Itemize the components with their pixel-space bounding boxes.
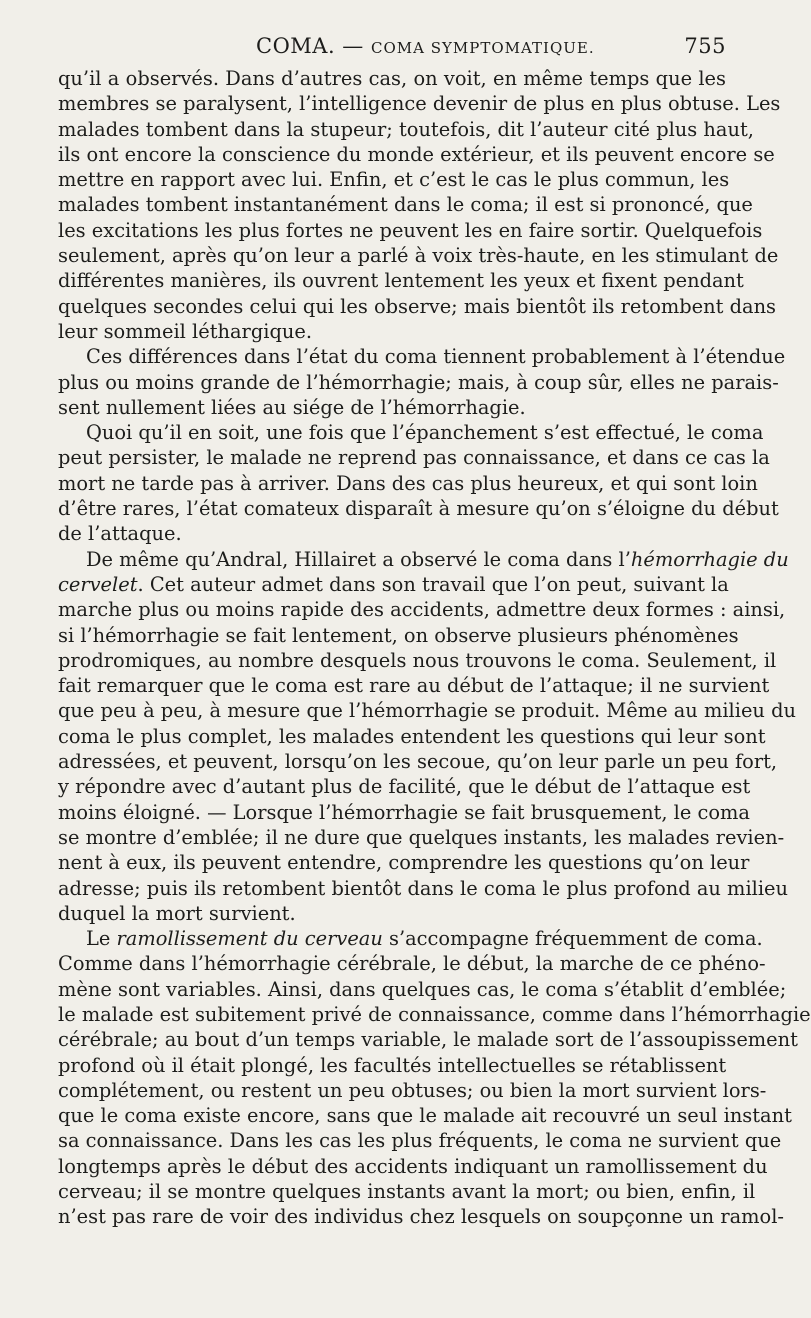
text-line: mort ne tarde pas à arriver. Dans des cas plus heureux, et qui sont loin [58, 471, 758, 495]
text-line: mettre en rapport avec lui. Enfin, et c’est le cas le plus commun, les [58, 168, 730, 192]
text-line: de l’attaque. [58, 522, 182, 546]
text-line [58, 926, 763, 951]
page-number: 755 [684, 34, 726, 58]
page-header [58, 32, 726, 66]
text-line: cerveau; il se montre quelques instants avant la mort; ou bien, enfin, il [58, 1180, 756, 1204]
running-head [256, 34, 595, 58]
text-line: ils ont encore la conscience du monde extérieur, et ils peuvent encore se [58, 142, 775, 166]
text-line: mène sont variables. Ainsi, dans quelques cas, le coma s’établit d’emblée; [58, 977, 787, 1001]
text-line: n’est pas rare de voir des individus chez lesquels on soupçonne un ramol- [58, 1205, 784, 1229]
text-run: s’accompagne fréquemment de coma. [382, 927, 763, 951]
text-line: Ces différences dans l’état du coma tiennent probablement à l’étendue [86, 345, 786, 369]
paragraph-1 [58, 66, 781, 344]
paragraph-4 [58, 547, 796, 926]
text-line: coma le plus complet, les malades entendent les questions qui leur sont [58, 724, 766, 748]
text-line: cérébrale; au bout d’un temps variable, le malade sort de l’assoupissement [58, 1028, 798, 1052]
text-line: adressées, et peuvent, lorsqu’on les secoue, qu’on leur parle un peu fort, [58, 750, 778, 774]
paragraph-3 [58, 420, 779, 546]
text-line: y répondre avec d’autant plus de facilité, que le début de l’attaque est [58, 775, 751, 799]
text-line: les excitations les plus fortes ne peuvent les en faire sortir. Quelquefois [58, 218, 763, 242]
text-line: membres se paralysent, l’intelligence devenir de plus en plus obtuse. Les [58, 92, 781, 116]
text-line: nent à eux, ils peuvent entendre, comprendre les questions qu’on leur [58, 851, 750, 875]
text-line [58, 572, 729, 597]
italic-term: ramollissement du cerveau [116, 927, 383, 951]
paragraph-2 [58, 344, 786, 420]
italic-term: hémorrhagie du [630, 547, 789, 571]
running-head-main: COMA. — [256, 34, 364, 58]
text-line: leur sommeil léthargique. [58, 319, 312, 343]
text-line: profond où il était plongé, les facultés intellectuelles se rétablissent [58, 1053, 727, 1077]
text-line: différentes manières, ils ouvrent lentement les yeux et fixent pendant [58, 269, 744, 293]
text-line: sent nullement liées au siége de l’hémorrhagie. [58, 395, 526, 419]
text-run: . Cet auteur admet dans son travail que l’on peut, suivant la [137, 572, 729, 596]
text-run: De même qu’Andral, Hillairet a observé le coma dans l’ [86, 547, 631, 571]
text-line: longtemps après le début des accidents indiquant un ramollissement du [58, 1154, 768, 1178]
text-line: Comme dans l’hémorrhagie cérébrale, le début, la marche de ce phéno- [58, 952, 766, 976]
text-line: fait remarquer que le coma est rare au début de l’attaque; il ne survient [58, 674, 770, 698]
text-line: le malade est subitement privé de connaissance, comme dans l’hémorrhagie [58, 1002, 811, 1026]
text-line: que peu à peu, à mesure que l’hémorrhagie se produit. Même au milieu du [58, 699, 796, 723]
text-line: adresse; puis ils retombent bientôt dans le coma le plus profond au milieu [58, 876, 789, 900]
text-line [58, 547, 789, 572]
text-line: complétement, ou restent un peu obtuses; ou bien la mort survient lors- [58, 1078, 767, 1102]
italic-term: cervelet [58, 572, 138, 596]
text-line: prodromiques, au nombre desquels nous trouvons le coma. Seulement, il [58, 648, 777, 672]
text-line: d’être rares, l’état comateux disparaît à mesure qu’on s’éloigne du début [58, 497, 779, 521]
text-line: qu’il a observés. Dans d’autres cas, on voit, en même temps que les [58, 67, 726, 90]
text-line: plus ou moins grande de l’hémorrhagie; mais, à coup sûr, elles ne parais- [58, 370, 779, 394]
text-line: Quoi qu’il en soit, une fois que l’épanchement s’est effectué, le coma [86, 421, 764, 445]
running-head-sub: COMA SYMPTOMATIQUE. [371, 39, 595, 57]
text-line: que le coma existe encore, sans que le malade ait recouvré un seul instant [58, 1104, 792, 1128]
text-line: malades tombent dans la stupeur; toutefois, dit l’auteur cité plus haut, [58, 117, 754, 141]
text-line: marche plus ou moins rapide des accidents, admettre deux formes : ainsi, [58, 598, 786, 622]
paragraph-5 [58, 926, 811, 1230]
text-line: se montre d’emblée; il ne dure que quelques instants, les malades revien- [58, 825, 785, 849]
text-line: malades tombent instantanément dans le coma; il est si prononcé, que [58, 193, 753, 217]
page-body [58, 66, 811, 1230]
text-line: sa connaissance. Dans les cas les plus fréquents, le coma ne survient que [58, 1129, 782, 1153]
text-line: quelques secondes celui qui les observe; mais bientôt ils retombent dans [58, 294, 777, 318]
text-line: moins éloigné. — Lorsque l’hémorrhagie se fait brusquement, le coma [58, 800, 750, 824]
text-line: duquel la mort survient. [58, 901, 296, 925]
text-line: seulement, après qu’on leur a parlé à voix très-haute, en les stimulant de [58, 244, 779, 268]
text-line: peut persister, le malade ne reprend pas connaissance, et dans ce cas la [58, 446, 770, 470]
text-run: Le [86, 927, 117, 951]
text-line: si l’hémorrhagie se fait lentement, on observe plusieurs phénomènes [58, 623, 739, 647]
